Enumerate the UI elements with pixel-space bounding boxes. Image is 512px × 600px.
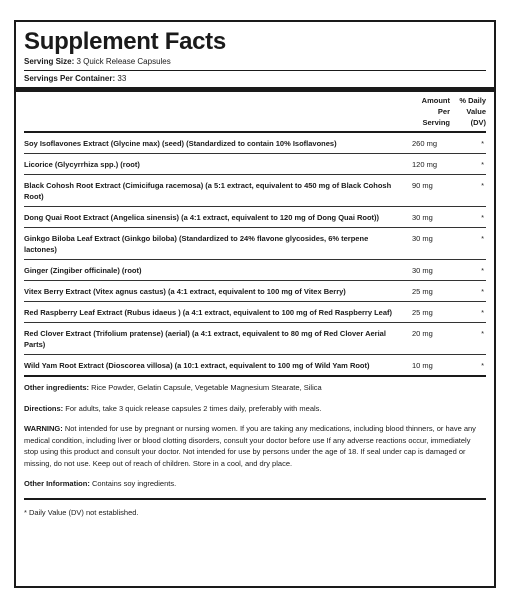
ingredient-amount: 90 mg <box>412 181 433 190</box>
servings-per-container-value: 33 <box>117 74 127 83</box>
ingredient-daily-value: * <box>481 139 484 148</box>
ingredient-name: Dong Quai Root Extract (Angelica sinensis) (a 4:1 extract, equivalent to 120 mg of Dong Quai Root)) <box>24 213 380 222</box>
ingredient-row <box>24 227 486 259</box>
ingredient-name: Wild Yam Root Extract (Dioscorea villosa) (a 10:1 extract, equivalent to 100 mg of Wild Yam Root) <box>24 361 370 370</box>
ingredient-name: Black Cohosh Root Extract (Cimicifuga racemosa) (a 5:1 extract, equivalent to 450 mg of Black Cohosh Root) <box>24 181 392 201</box>
serving-size-value: 3 Quick Release Capsules <box>76 57 171 66</box>
directions: Directions: For adults, take 3 quick release capsules 2 times daily, preferably with meals. <box>24 403 322 413</box>
other-information: Other Information: Contains soy ingredients. <box>24 479 177 488</box>
ingredient-amount: 25 mg <box>412 308 433 317</box>
ingredient-daily-value: * <box>481 181 484 190</box>
ingredient-amount: 25 mg <box>412 287 433 296</box>
serving-size-label: Serving Size: <box>24 57 75 66</box>
other-ingredients: Other ingredients: Rice Powder, Gelatin Capsule, Vegetable Magnesium Stearate, Silica <box>24 383 322 392</box>
ingredient-row <box>24 259 486 280</box>
column-headers <box>24 92 486 131</box>
ingredient-name: Soy Isoflavones Extract (Glycine max) (seed) (Standardized to contain 10% Isoflavones) <box>24 139 337 148</box>
ingredient-amount: 120 mg <box>412 160 438 169</box>
panel-title: Supplement Facts <box>24 28 226 55</box>
ingredient-amount: 20 mg <box>412 329 433 338</box>
footnote: * Daily Value (DV) not established. <box>24 507 139 517</box>
ingredient-daily-value: * <box>481 266 484 275</box>
servings-per-container <box>24 71 486 85</box>
ingredient-amount: 30 mg <box>412 234 433 243</box>
ingredient-name: Vitex Berry Extract (Vitex agnus castus) (a 4:1 extract, equivalent to 100 mg of Vitex Berry) <box>24 287 346 296</box>
ingredient-daily-value: * <box>481 234 484 243</box>
ingredient-daily-value: * <box>481 213 484 222</box>
ingredient-amount: 10 mg <box>412 361 433 370</box>
warning: WARNING: Not intended for use by pregnant or nursing women. If you are taking any medications, including blood thinners, or have any medical condition, including liver or blood clotting disorders, consult your doctor before use If any adverse reactions occur, immediately stop using this product and consult your doctor. Not intended for use by persons under the age of 18. If seal under cap is damaged or missing, do not use. Keep out of reach of children. Store in a cool, and dry place. <box>24 424 476 468</box>
ingredient-name: Ginkgo Biloba Leaf Extract (Ginkgo biloba) (Standardized to 24% flavone glycosides, 6% terpene lactones) <box>24 234 369 254</box>
ingredient-row <box>24 301 486 322</box>
ingredient-name: Ginger (Zingiber officinale) (root) <box>24 266 142 275</box>
ingredient-name: Red Raspberry Leaf Extract (Rubus idaeus ) (a 4:1 extract, equivalent to 100 mg of Red Raspberry Leaf) <box>24 308 393 317</box>
ingredient-daily-value: * <box>481 287 484 296</box>
ingredient-daily-value: * <box>481 361 484 370</box>
ingredient-daily-value: * <box>481 160 484 169</box>
ingredient-daily-value: * <box>481 308 484 317</box>
ingredient-row <box>24 153 486 174</box>
ingredient-row <box>24 206 486 227</box>
serving-size <box>24 56 486 68</box>
ingredient-row <box>24 280 486 301</box>
ingredient-name: Licorice (Glycyrrhiza spp.) (root) <box>24 160 140 169</box>
daily-value-header: % Daily Value (DV) <box>459 96 486 127</box>
ingredient-row <box>24 131 486 153</box>
servings-per-container-label: Servings Per Container: <box>24 74 116 83</box>
ingredient-table <box>24 131 486 375</box>
amount-per-serving-header: Amount Per Serving <box>421 96 450 127</box>
ingredient-amount: 260 mg <box>412 139 438 148</box>
ingredient-row <box>24 322 486 354</box>
ingredient-name: Red Clover Extract (Trifolium pratense) (aerial) (a 4:1 extract, equivalent to 80 mg of Red Clover Aerial Parts) <box>24 329 386 349</box>
ingredient-amount: 30 mg <box>412 213 433 222</box>
ingredient-daily-value: * <box>481 329 484 338</box>
supplement-facts-panel <box>14 20 496 588</box>
ingredient-row <box>24 354 486 375</box>
ingredient-amount: 30 mg <box>412 266 433 275</box>
ingredient-row <box>24 174 486 206</box>
